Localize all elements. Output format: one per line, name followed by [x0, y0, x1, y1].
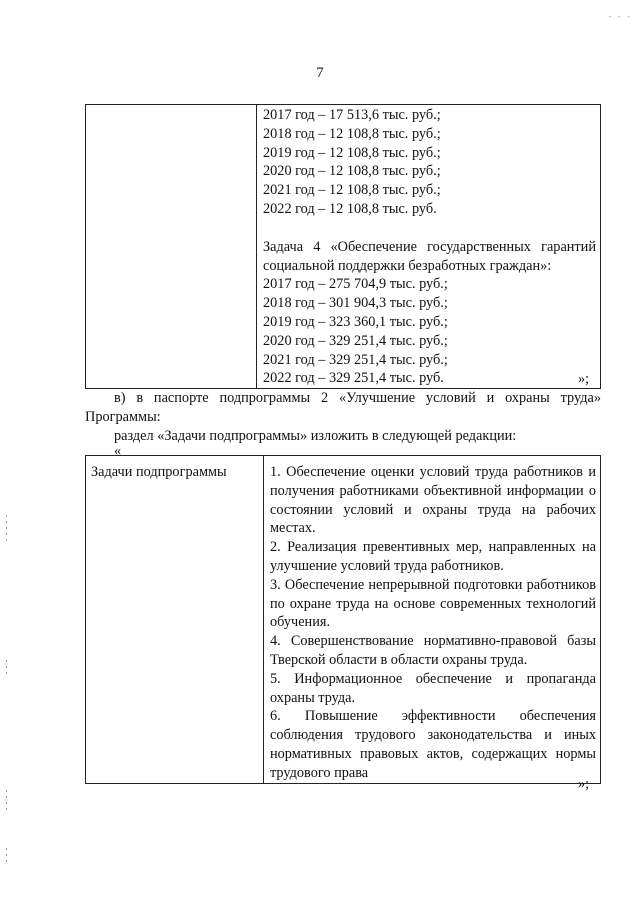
financing-table-right-cell: [257, 105, 601, 389]
task-item: 1. Обеспечение оценки условий труда работников и получения работниками объективной информации о состоянии условий и охраны труда на рабочих местах.: [270, 464, 596, 537]
funding-line: 2021 год – 12 108,8 тыс. руб.;: [263, 182, 441, 199]
funding-line: 2020 год – 12 108,8 тыс. руб.;: [263, 163, 441, 180]
task-item: 3. Обеспечение непрерывной подготовки работников по охране труда на основе современных технологий обучения.: [270, 576, 596, 631]
funding-line: 2019 год – 12 108,8 тыс. руб.;: [263, 144, 441, 161]
page-number: 7: [316, 65, 324, 81]
task-item: 4. Совершенствование нормативно-правовой базы Тверской области в области охраны труда.: [270, 633, 596, 668]
closing-quote: »;: [578, 371, 590, 387]
funding-line: 2018 год – 301 904,3 тыс. руб.;: [263, 295, 448, 312]
subprogram-tasks-table: [85, 455, 601, 784]
funding-line: 2022 год – 329 251,4 тыс. руб.: [263, 370, 444, 387]
funding-line: 2020 год – 329 251,4 тыс. руб.;: [263, 332, 448, 349]
paragraph-v-line2: Программы:: [85, 409, 161, 425]
funding-line: 2017 год – 275 704,9 тыс. руб.;: [263, 276, 448, 293]
task4-title: Задача 4 «Обеспечение государственных гарантий: [263, 238, 596, 255]
tasks-list-cell: [264, 456, 601, 784]
scan-margin-mark: [6, 660, 8, 678]
corner-scan-mark: - - -: [608, 11, 632, 21]
tasks-label-cell: [86, 456, 264, 784]
task4-title-cont: социальной поддержки безработных граждан»:: [263, 257, 552, 274]
financing-table: [85, 104, 601, 389]
financing-table-left-cell: [86, 105, 257, 389]
scan-margin-mark: [6, 790, 8, 814]
task-item: 5. Информационное обеспечение и пропаганда охраны труда.: [270, 670, 596, 706]
opening-quote: «: [114, 443, 122, 459]
paragraph-v-line1: в) в паспорте подпрограммы 2 «Улучшение условий и охраны труда»: [114, 390, 601, 406]
funding-line: 2017 год – 17 513,6 тыс. руб.;: [263, 107, 441, 123]
task-item: 6. Повышение эффективности обеспечения соблюдения трудового законодательства и иных нормативных правовых актов, содержащих нормы трудового права: [270, 708, 596, 781]
funding-line: 2021 год – 329 251,4 тыс. руб.;: [263, 351, 448, 368]
paragraph-v-line3: раздел «Задачи подпрограммы» изложить в следующей редакции:: [114, 428, 517, 444]
scan-margin-mark: [6, 515, 8, 545]
closing-quote: »;: [578, 776, 590, 792]
scan-margin-mark: [6, 848, 8, 866]
funding-line: 2018 год – 12 108,8 тыс. руб.;: [263, 125, 441, 142]
funding-line: 2022 год – 12 108,8 тыс. руб.: [263, 200, 437, 217]
funding-line: 2019 год – 323 360,1 тыс. руб.;: [263, 313, 448, 330]
tasks-label: Задачи подпрограммы: [91, 464, 227, 480]
task-item: 2. Реализация превентивных мер, направленных на улучшение условий труда работников.: [270, 539, 596, 574]
